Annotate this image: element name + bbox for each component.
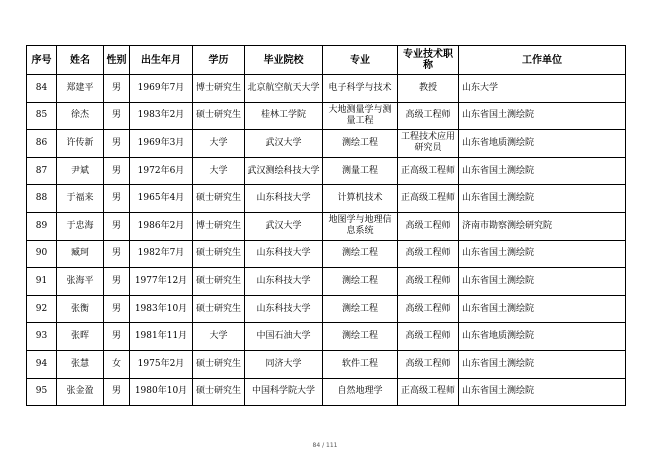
cell-education: 硕士研究生 [193,102,245,130]
cell-education: 博士研究生 [193,75,245,103]
cell-education: 硕士研究生 [193,350,245,378]
cell-gender: 男 [104,268,130,296]
cell-employer: 山东省国土测绘院 [459,240,626,268]
cell-birth: 1975年2月 [130,350,193,378]
cell-gender: 男 [104,378,130,406]
cell-title: 教授 [398,75,459,103]
cell-title: 高级工程师 [398,102,459,130]
cell-employer: 山东省国土测绘院 [459,185,626,213]
cell-education: 硕士研究生 [193,378,245,406]
cell-school: 山东科技大学 [245,185,323,213]
table-row [27,378,626,406]
cell-gender: 男 [104,157,130,185]
cell-employer: 山东省国土测绘院 [459,378,626,406]
cell-education: 硕士研究生 [193,240,245,268]
cell-gender: 男 [104,130,130,158]
cell-education: 硕士研究生 [193,295,245,323]
table-body [27,75,626,406]
cell-employer: 山东省国土测绘院 [459,350,626,378]
cell-school: 山东科技大学 [245,295,323,323]
cell-major: 测量工程 [323,157,398,185]
cell-school: 中国科学院大学 [245,378,323,406]
header-education: 学历 [193,46,245,75]
cell-index: 95 [27,378,57,406]
cell-index: 90 [27,240,57,268]
cell-index: 89 [27,212,57,240]
cell-major: 测绘工程 [323,323,398,351]
cell-birth: 1980年10月 [130,378,193,406]
cell-title: 高级工程师 [398,350,459,378]
cell-name: 张衡 [57,295,104,323]
cell-gender: 男 [104,212,130,240]
cell-title: 高级工程师 [398,323,459,351]
cell-major: 地图学与地理信息系统 [323,212,398,240]
cell-major: 自然地理学 [323,378,398,406]
cell-index: 94 [27,350,57,378]
cell-name: 许传新 [57,130,104,158]
cell-school: 山东科技大学 [245,240,323,268]
cell-school: 中国石油大学 [245,323,323,351]
cell-birth: 1969年7月 [130,75,193,103]
cell-gender: 男 [104,323,130,351]
cell-birth: 1972年6月 [130,157,193,185]
cell-title: 高级工程师 [398,212,459,240]
header-title: 专业技术职称 [398,46,459,75]
cell-name: 张金盈 [57,378,104,406]
cell-name: 臧珂 [57,240,104,268]
header-employer: 工作单位 [459,46,626,75]
table-row [27,240,626,268]
cell-school: 武汉测绘科技大学 [245,157,323,185]
cell-major: 计算机技术 [323,185,398,213]
header-school: 毕业院校 [245,46,323,75]
personnel-table [26,45,626,406]
cell-title: 正高级工程师 [398,157,459,185]
cell-index: 91 [27,268,57,296]
cell-name: 于福来 [57,185,104,213]
cell-name: 于忠海 [57,212,104,240]
header-index: 序号 [27,46,57,75]
cell-education: 大学 [193,323,245,351]
cell-title: 高级工程师 [398,240,459,268]
table-row [27,268,626,296]
cell-index: 92 [27,295,57,323]
cell-index: 88 [27,185,57,213]
page-number: 84 / 111 [312,442,338,449]
table-row [27,350,626,378]
cell-employer: 山东省地质测绘院 [459,130,626,158]
cell-title: 正高级工程师 [398,185,459,213]
cell-name: 张慧 [57,350,104,378]
cell-gender: 男 [104,75,130,103]
cell-education: 硕士研究生 [193,185,245,213]
cell-major: 电子科学与技术 [323,75,398,103]
cell-name: 郑建平 [57,75,104,103]
cell-birth: 1965年4月 [130,185,193,213]
table-row [27,75,626,103]
cell-index: 86 [27,130,57,158]
cell-birth: 1983年2月 [130,102,193,130]
cell-major: 测绘工程 [323,268,398,296]
cell-employer: 山东省地质测绘院 [459,323,626,351]
header-name: 姓名 [57,46,104,75]
cell-employer: 山东省国土测绘院 [459,268,626,296]
cell-school: 桂林工学院 [245,102,323,130]
table-row [27,157,626,185]
cell-major: 测绘工程 [323,295,398,323]
cell-major: 大地测量学与测量工程 [323,102,398,130]
cell-birth: 1986年2月 [130,212,193,240]
cell-education: 大学 [193,157,245,185]
cell-gender: 男 [104,240,130,268]
cell-school: 武汉大学 [245,130,323,158]
cell-school: 北京航空航天大学 [245,75,323,103]
header-gender: 性别 [104,46,130,75]
cell-name: 尹斌 [57,157,104,185]
cell-title: 工程技术应用研究员 [398,130,459,158]
cell-employer: 山东省国土测绘院 [459,157,626,185]
header-birth: 出生年月 [130,46,193,75]
cell-education: 大学 [193,130,245,158]
cell-major: 测绘工程 [323,130,398,158]
cell-birth: 1982年7月 [130,240,193,268]
table-header-row [27,46,626,75]
cell-index: 85 [27,102,57,130]
cell-gender: 男 [104,102,130,130]
cell-title: 高级工程师 [398,295,459,323]
cell-gender: 男 [104,185,130,213]
cell-index: 84 [27,75,57,103]
cell-education: 硕士研究生 [193,268,245,296]
cell-title: 正高级工程师 [398,378,459,406]
cell-name: 徐杰 [57,102,104,130]
header-major: 专业 [323,46,398,75]
cell-school: 山东科技大学 [245,268,323,296]
cell-major: 软件工程 [323,350,398,378]
cell-birth: 1983年10月 [130,295,193,323]
table-row [27,323,626,351]
cell-education: 博士研究生 [193,212,245,240]
cell-school: 武汉大学 [245,212,323,240]
cell-birth: 1981年11月 [130,323,193,351]
cell-school: 同济大学 [245,350,323,378]
cell-gender: 男 [104,295,130,323]
cell-index: 87 [27,157,57,185]
table-row [27,295,626,323]
cell-major: 测绘工程 [323,240,398,268]
table-row [27,212,626,240]
table-row [27,185,626,213]
cell-name: 张海平 [57,268,104,296]
cell-birth: 1977年12月 [130,268,193,296]
cell-employer: 山东省国土测绘院 [459,102,626,130]
cell-index: 93 [27,323,57,351]
cell-name: 张晖 [57,323,104,351]
table-row [27,102,626,130]
cell-gender: 女 [104,350,130,378]
cell-employer: 山东大学 [459,75,626,103]
cell-title: 高级工程师 [398,268,459,296]
table-row [27,130,626,158]
cell-birth: 1969年3月 [130,130,193,158]
cell-employer: 山东省国土测绘院 [459,295,626,323]
cell-employer: 济南市勘察测绘研究院 [459,212,626,240]
